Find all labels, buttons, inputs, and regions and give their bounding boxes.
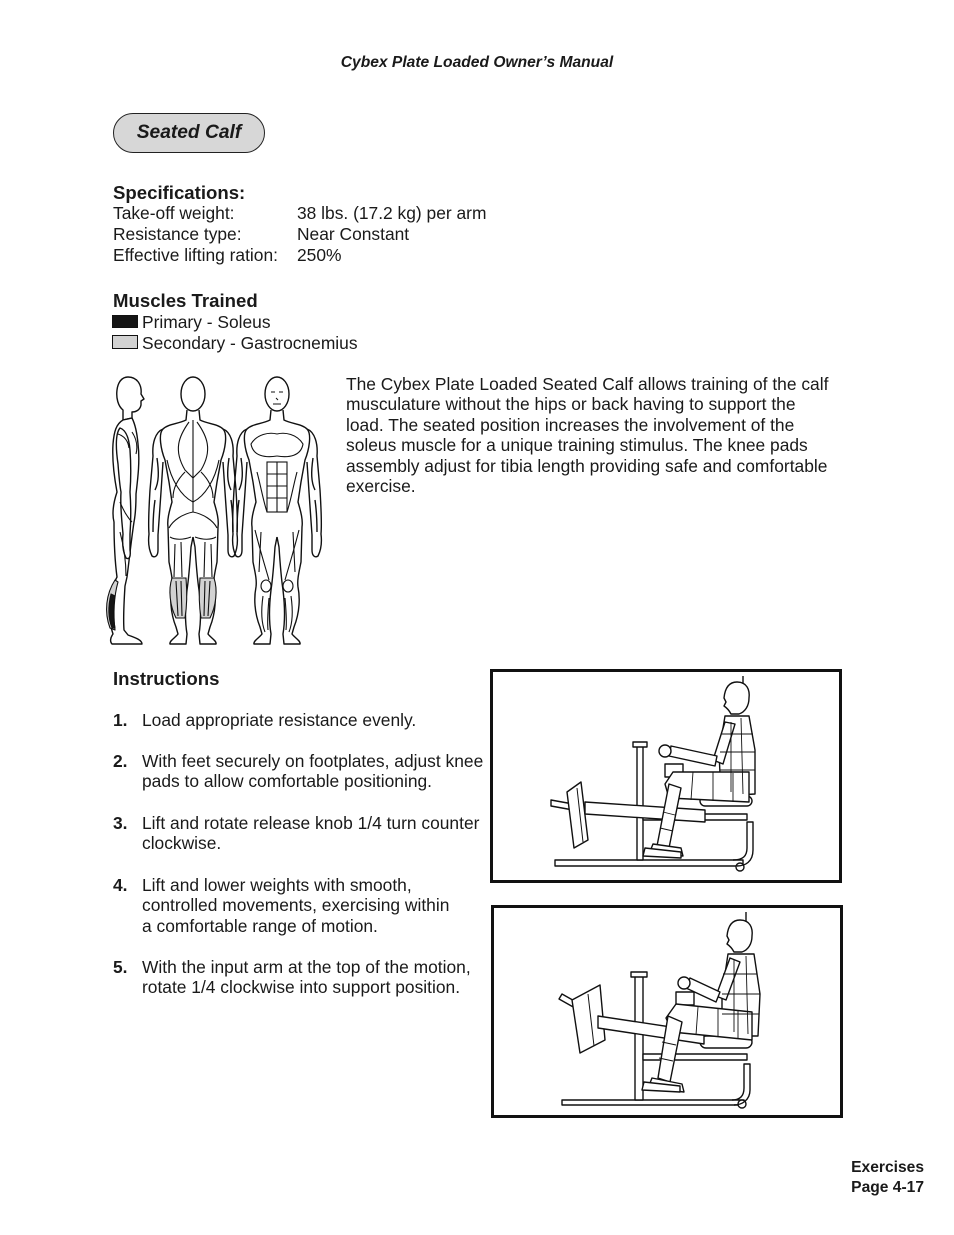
- step-text: With the input arm at the top of the motion,: [142, 956, 471, 977]
- spec-label-resistance-type: Resistance type:: [113, 223, 242, 244]
- step-number: 1.: [113, 709, 128, 730]
- secondary-muscle-label: Secondary - Gastrocnemius: [142, 332, 358, 353]
- primary-muscle-label: Primary - Soleus: [142, 311, 271, 332]
- manual-title: Cybex Plate Loaded Owner’s Manual: [340, 54, 614, 71]
- description-line: musculature without the hips or back having to support the: [346, 394, 796, 415]
- step-text: Load appropriate resistance evenly.: [142, 709, 417, 730]
- abdominal-grid: [267, 462, 287, 512]
- spec-label-lifting-ratio: Effective lifting ration:: [113, 245, 278, 265]
- back-gastrocnemius-right: [193, 422, 219, 618]
- step-text: pads to allow comfortable positioning.: [142, 771, 433, 792]
- spec-value-takeoff-weight: 38 lbs. (17.2 kg) per arm: [297, 202, 487, 223]
- description-line: soleus muscle for a unique training stimulus. The knee pads: [346, 435, 808, 456]
- spec-label-takeoff-weight: Take-off weight:: [113, 202, 235, 223]
- description-line: exercise.: [346, 476, 416, 497]
- spec-value-resistance-type: Near Constant: [297, 223, 410, 244]
- muscles-heading: Muscles Trained: [113, 289, 258, 311]
- spec-value-lifting-ratio: 250%: [297, 245, 342, 265]
- step-text: a comfortable range of motion.: [142, 915, 378, 936]
- step-text: rotate 1/4 clockwise into support position.: [142, 977, 461, 998]
- step-text: Lift and lower weights with smooth,: [142, 874, 412, 895]
- side-view-figure: [107, 377, 144, 644]
- step-text: controlled movements, exercising within: [142, 895, 450, 916]
- seated-calf-machine-lowered: [493, 672, 839, 880]
- page-footer: [851, 1158, 924, 1198]
- front-view-figure: [233, 377, 322, 644]
- step-number: 2.: [113, 750, 128, 771]
- primary-muscle-swatch: [112, 315, 138, 328]
- exercise-name: Seated Calf: [136, 122, 242, 143]
- back-gastrocnemius-left: [167, 422, 193, 618]
- secondary-muscle-swatch: [112, 335, 138, 349]
- illustration-start-position: [490, 669, 842, 883]
- specifications-heading: Specifications:: [113, 181, 246, 203]
- back-view-figure: [149, 377, 238, 644]
- muscle-anatomy-figures: [98, 372, 324, 652]
- exercise-name-badge: [113, 113, 265, 153]
- description-line: load. The seated position increases the involvement of the: [346, 414, 795, 435]
- footer-page-number: Page 4-17: [851, 1179, 924, 1196]
- description-line: assembly adjust for tibia length providing safe and comfortable: [346, 455, 828, 476]
- description-line: The Cybex Plate Loaded Seated Calf allows training of the calf: [346, 373, 829, 394]
- step-number: 4.: [113, 874, 128, 895]
- step-text: clockwise.: [142, 833, 222, 854]
- instructions-heading: Instructions: [113, 667, 220, 689]
- footer-section: Exercises: [851, 1159, 924, 1176]
- seated-user-figure: [648, 912, 760, 1092]
- seated-calf-machine-raised: [494, 908, 840, 1115]
- step-number: 5.: [113, 956, 128, 977]
- exercise-description: [346, 374, 828, 498]
- step-number: 3.: [113, 812, 128, 833]
- step-text: Lift and rotate release knob 1/4 turn counter: [142, 812, 480, 833]
- step-text: With feet securely on footplates, adjust knee: [142, 750, 484, 771]
- illustration-raised-position: [491, 905, 843, 1118]
